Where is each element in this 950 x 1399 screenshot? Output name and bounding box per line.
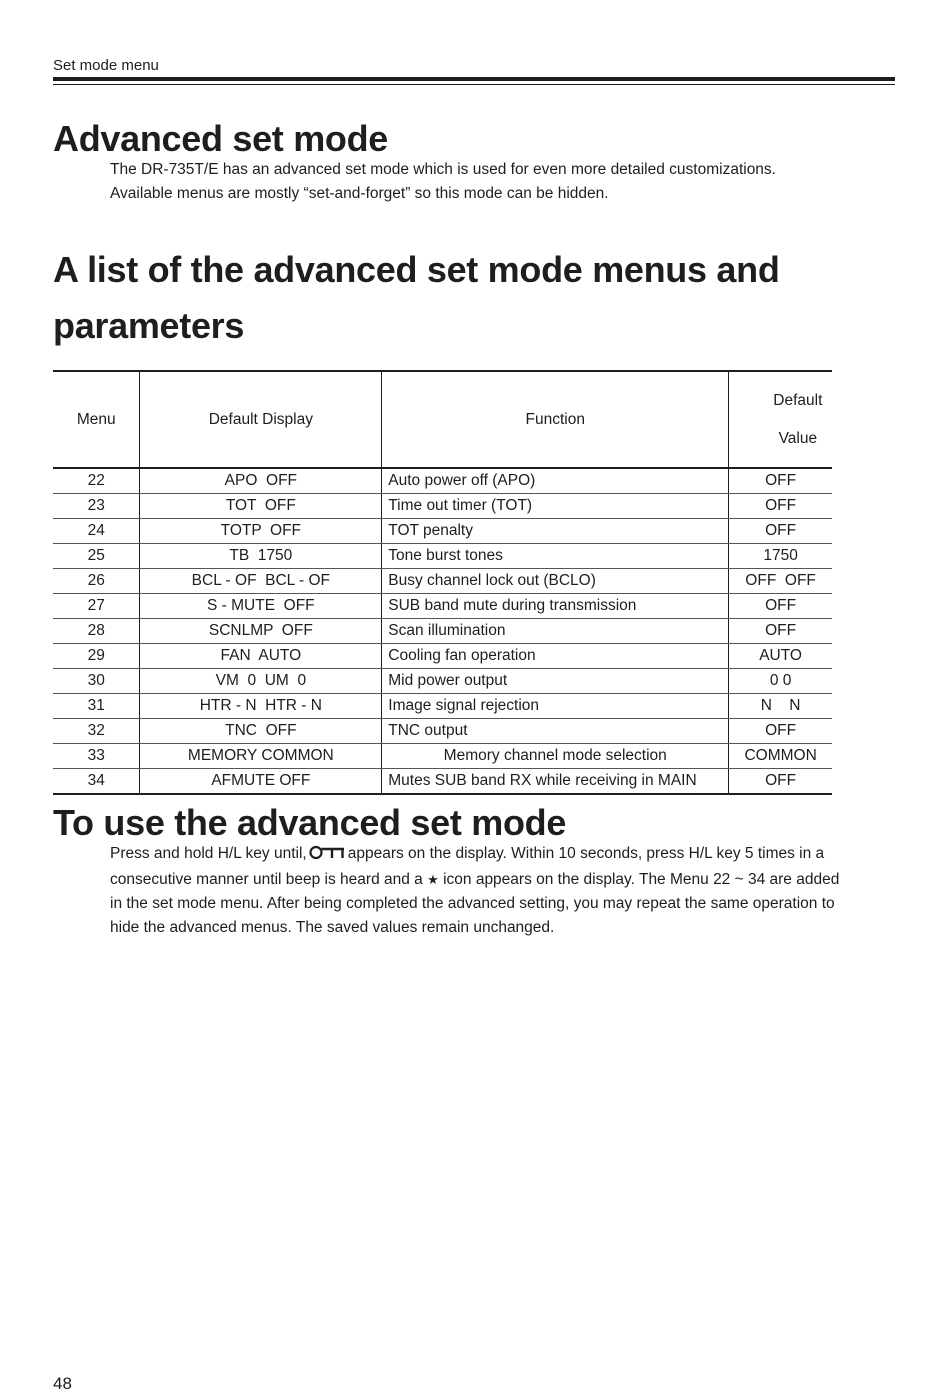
cell-value: 0 0 <box>729 669 832 694</box>
use-advanced-mode-heading: To use the advanced set mode <box>53 802 567 843</box>
cell-value: COMMON <box>729 744 832 769</box>
table-row <box>53 694 832 719</box>
cell-value: AUTO <box>729 644 832 669</box>
cell-menu: 33 <box>53 744 140 769</box>
cell-display: TOT OFF <box>140 494 382 519</box>
cell-value: OFF <box>729 769 832 795</box>
table-row <box>53 619 832 644</box>
cell-display: TB 1750 <box>140 544 382 569</box>
table-row <box>53 569 832 594</box>
cell-function: TOT penalty <box>382 519 729 544</box>
instruction-line <box>110 842 895 868</box>
instruction-text: consecutive manner until beep is heard and a <box>110 871 423 888</box>
cell-function: Image signal rejection <box>382 694 729 719</box>
cell-display: AFMUTE OFF <box>140 769 382 795</box>
header-rule-thick <box>53 77 895 81</box>
cell-value: N N <box>729 694 832 719</box>
table-row <box>53 594 832 619</box>
cell-function: Cooling fan operation <box>382 644 729 669</box>
cell-value: OFF <box>729 519 832 544</box>
cell-value: OFF <box>729 594 832 619</box>
cell-value: OFF <box>729 719 832 744</box>
instruction-text: appears on the display. Within 10 seconds, press H/L key 5 times in a <box>347 845 825 862</box>
star-icon: ★ <box>427 872 439 887</box>
cell-display: S - MUTE OFF <box>140 594 382 619</box>
col-header-display: Default Display <box>140 371 382 468</box>
instruction-line: hide the advanced menus. The saved values remain unchanged. <box>110 919 555 936</box>
col-header-default-value <box>729 371 832 468</box>
table-row <box>53 769 832 795</box>
cell-value: OFF <box>729 494 832 519</box>
cell-menu: 32 <box>53 719 140 744</box>
col-header-menu: Menu <box>53 371 140 468</box>
menu-list-heading: A list of the advanced set mode menus and parameters <box>53 249 780 346</box>
cell-display: FAN AUTO <box>140 644 382 669</box>
page-number: 48 <box>53 1374 72 1393</box>
cell-value: OFF <box>729 468 832 494</box>
cell-display: TOTP OFF <box>140 519 382 544</box>
col-header-value-line: Value <box>778 430 818 447</box>
cell-display: APO OFF <box>140 468 382 494</box>
cell-menu: 23 <box>53 494 140 519</box>
cell-menu: 25 <box>53 544 140 569</box>
cell-menu: 24 <box>53 519 140 544</box>
cell-menu: 26 <box>53 569 140 594</box>
cell-menu: 27 <box>53 594 140 619</box>
cell-display: BCL - OF BCL - OF <box>140 569 382 594</box>
table-row <box>53 544 832 569</box>
header-rule-thin <box>53 84 895 85</box>
section-header-label: Set mode menu <box>53 57 159 74</box>
cell-function: Tone burst tones <box>382 544 729 569</box>
cell-display: HTR - N HTR - N <box>140 694 382 719</box>
table-header-row <box>53 371 832 468</box>
table-row <box>53 519 832 544</box>
cell-function: Time out timer (TOT) <box>382 494 729 519</box>
cell-display: MEMORY COMMON <box>140 744 382 769</box>
col-header-function: Function <box>382 371 729 468</box>
advanced-set-mode-heading: Advanced set mode <box>53 118 389 159</box>
cell-function: Auto power off (APO) <box>382 468 729 494</box>
table-row <box>53 494 832 519</box>
cell-function: Memory channel mode selection <box>382 744 729 769</box>
cell-function: TNC output <box>382 719 729 744</box>
table-row <box>53 644 832 669</box>
instruction-text: icon appears on the display. The Menu 22 ~ 34 are added <box>443 871 840 888</box>
instruction-text: Press and hold H/L key until, <box>110 845 307 862</box>
table-row <box>53 719 832 744</box>
cell-menu: 34 <box>53 769 140 795</box>
use-instructions-paragraph <box>110 842 895 940</box>
cell-value: OFF <box>729 619 832 644</box>
advanced-intro-paragraph <box>110 158 900 206</box>
intro-line: Available menus are mostly “set-and-forget” so this mode can be hidden. <box>110 185 609 202</box>
cell-menu: 31 <box>53 694 140 719</box>
cell-value: 1750 <box>729 544 832 569</box>
cell-display: TNC OFF <box>140 719 382 744</box>
table-row <box>53 744 832 769</box>
table-row <box>53 468 832 494</box>
cell-menu: 28 <box>53 619 140 644</box>
instruction-line <box>110 868 895 892</box>
cell-display: VM 0 UM 0 <box>140 669 382 694</box>
cell-function: SUB band mute during transmission <box>382 594 729 619</box>
cell-menu: 30 <box>53 669 140 694</box>
cell-function: Busy channel lock out (BCLO) <box>382 569 729 594</box>
key-icon <box>309 844 345 868</box>
cell-function: Mid power output <box>382 669 729 694</box>
cell-function: Mutes SUB band RX while receiving in MAIN <box>382 769 729 795</box>
intro-line: The DR-735T/E has an advanced set mode which is used for even more detailed customizations. <box>110 161 776 178</box>
cell-display: SCNLMP OFF <box>140 619 382 644</box>
col-header-value-line: Default <box>773 392 823 409</box>
instruction-line: in the set mode menu. After being completed the advanced setting, you may repeat the same operation to <box>110 895 835 912</box>
parameters-table <box>53 370 832 795</box>
cell-menu: 22 <box>53 468 140 494</box>
table-row <box>53 669 832 694</box>
cell-function: Scan illumination <box>382 619 729 644</box>
cell-value: OFF OFF <box>729 569 832 594</box>
cell-menu: 29 <box>53 644 140 669</box>
